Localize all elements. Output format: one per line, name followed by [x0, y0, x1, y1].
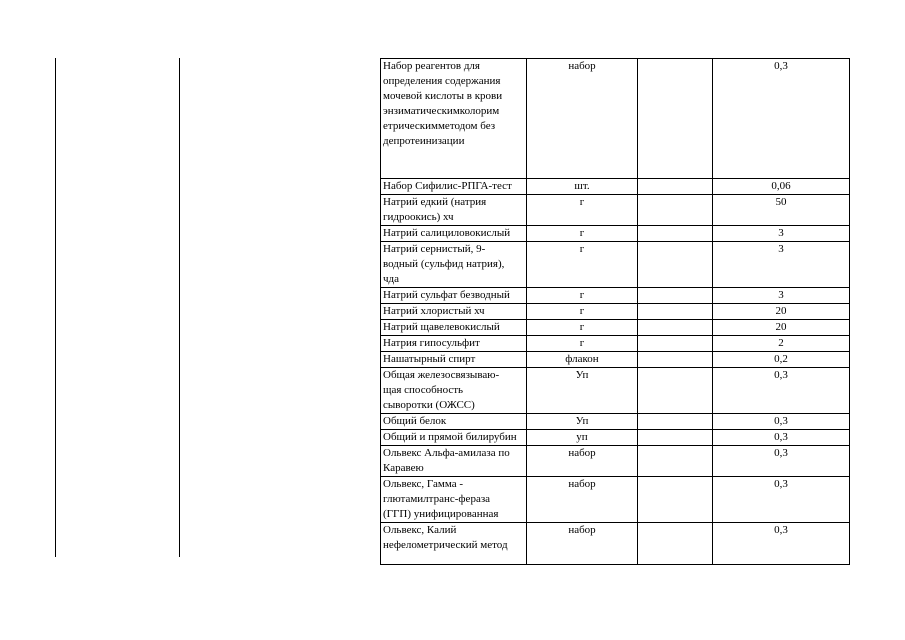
quantity-cell: 0,3	[713, 430, 850, 446]
reagent-name	[381, 352, 527, 368]
empty-cell	[638, 477, 713, 523]
second-margin-rule	[179, 58, 180, 557]
table-row	[381, 59, 850, 179]
reagent-name	[381, 414, 527, 430]
reagent-name	[381, 304, 527, 320]
quantity-cell: 0,3	[713, 523, 850, 565]
quantity-cell: 0,2	[713, 352, 850, 368]
reagent-name	[381, 226, 527, 242]
unit-cell: набор	[527, 59, 638, 179]
table-row	[381, 304, 850, 320]
empty-cell	[638, 352, 713, 368]
reagent-name-text: Натрий хлористый хч	[383, 305, 485, 317]
quantity-cell: 20	[713, 304, 850, 320]
reagent-name	[381, 523, 527, 565]
reagent-name	[381, 336, 527, 352]
table-row	[381, 446, 850, 477]
quantity-cell: 0,3	[713, 414, 850, 430]
empty-cell	[638, 195, 713, 226]
table-row	[381, 414, 850, 430]
empty-cell	[638, 368, 713, 414]
reagent-name	[381, 242, 527, 288]
reagent-name-text: Набор Сифилис-РПГА-тест	[383, 180, 512, 192]
table-row	[381, 352, 850, 368]
quantity-cell: 20	[713, 320, 850, 336]
empty-cell	[638, 226, 713, 242]
reagent-name	[381, 179, 527, 195]
reagent-name	[381, 195, 527, 226]
quantity-cell: 0,3	[713, 477, 850, 523]
reagent-name	[381, 59, 527, 179]
empty-cell	[638, 414, 713, 430]
quantity-cell: 3	[713, 226, 850, 242]
empty-cell	[638, 430, 713, 446]
table-row	[381, 477, 850, 523]
table-row	[381, 320, 850, 336]
empty-cell	[638, 523, 713, 565]
unit-cell: флакон	[527, 352, 638, 368]
reagent-name-text: Общий и прямой билирубин	[383, 431, 517, 443]
unit-cell: набор	[527, 446, 638, 477]
empty-cell	[638, 446, 713, 477]
unit-cell: г	[527, 320, 638, 336]
quantity-cell: 0,3	[713, 59, 850, 179]
empty-cell	[638, 179, 713, 195]
reagents-table	[380, 58, 850, 565]
unit-cell: набор	[527, 477, 638, 523]
reagent-name-text: Натрий едкий (натрия гидроокись) хч	[383, 196, 487, 223]
unit-cell: уп	[527, 430, 638, 446]
quantity-cell: 0,3	[713, 446, 850, 477]
unit-cell: г	[527, 288, 638, 304]
reagent-name-text: Натрий сульфат безводный	[383, 289, 510, 301]
quantity-cell: 2	[713, 336, 850, 352]
unit-cell: шт.	[527, 179, 638, 195]
empty-cell	[638, 242, 713, 288]
reagent-name	[381, 288, 527, 304]
reagent-name-text: Ольвекс Альфа-амилаза по Каравею	[383, 447, 510, 474]
empty-cell	[638, 288, 713, 304]
empty-cell	[638, 304, 713, 320]
quantity-cell: 3	[713, 242, 850, 288]
reagent-name	[381, 446, 527, 477]
quantity-cell: 50	[713, 195, 850, 226]
reagent-name-text: Ольвекс, Гамма - глютамилтранс-фераза (ГГП) унифицированная	[383, 478, 499, 520]
reagent-name-text: Натрия гипосульфит	[383, 337, 480, 349]
empty-cell	[638, 320, 713, 336]
quantity-cell: 0,06	[713, 179, 850, 195]
unit-cell: г	[527, 304, 638, 320]
reagent-name-text: Набор реагентов для определения содержания мочевой кислоты в крови энзиматическимколорим етрическимметодом без депротеинизации	[383, 60, 503, 147]
quantity-cell: 3	[713, 288, 850, 304]
empty-cell	[638, 59, 713, 179]
unit-cell: Уп	[527, 368, 638, 414]
reagent-name-text: Общий белок	[383, 415, 447, 427]
table-row	[381, 430, 850, 446]
table-row	[381, 368, 850, 414]
reagent-name	[381, 320, 527, 336]
table-row	[381, 523, 850, 565]
reagent-name-text: Ольвекс, Калий нефелометрический метод	[383, 524, 508, 551]
unit-cell: г	[527, 226, 638, 242]
left-margin-rule	[55, 58, 56, 557]
unit-cell: Уп	[527, 414, 638, 430]
reagent-name	[381, 368, 527, 414]
table-row	[381, 242, 850, 288]
reagent-name-text: Натрий сернистый, 9- водный (сульфид натрия), чда	[383, 243, 505, 285]
reagent-name-text: Натрий салициловокислый	[383, 227, 511, 239]
reagent-name-text: Нашатырный спирт	[383, 353, 476, 365]
reagents-table-body	[381, 59, 850, 565]
table-row	[381, 195, 850, 226]
table-row	[381, 336, 850, 352]
reagent-name-text: Натрий щавелевокислый	[383, 321, 500, 333]
table-row	[381, 179, 850, 195]
quantity-cell: 0,3	[713, 368, 850, 414]
table-row	[381, 288, 850, 304]
unit-cell: набор	[527, 523, 638, 565]
unit-cell: г	[527, 242, 638, 288]
empty-cell	[638, 336, 713, 352]
unit-cell: г	[527, 336, 638, 352]
reagent-name-text: Общая железосвязываю- щая способность сыворотки (ОЖСС)	[383, 369, 500, 411]
reagent-name	[381, 477, 527, 523]
reagent-name	[381, 430, 527, 446]
unit-cell: г	[527, 195, 638, 226]
table-row	[381, 226, 850, 242]
